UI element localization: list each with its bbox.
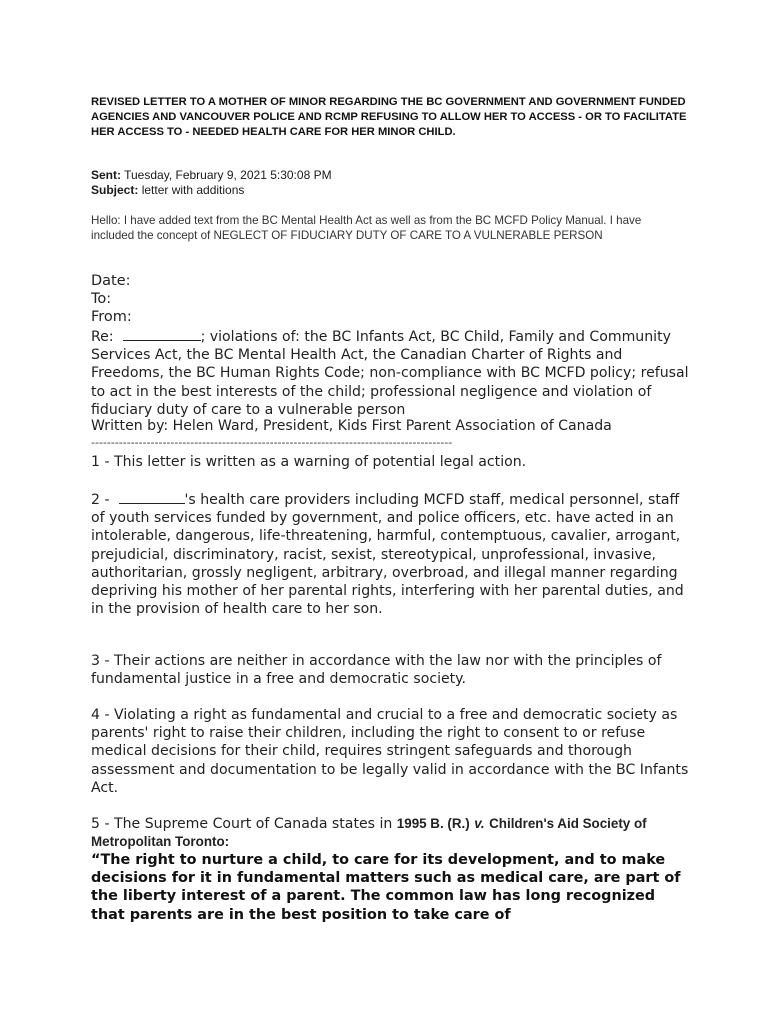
paragraph-3: 3 - Their actions are neither in accordance with the law nor with the principles of fundamental justice in a free and democratic society.: [91, 653, 662, 688]
re-text: ; violations of: the BC Infants Act, BC Child, Family and Community Services Act, the BC Mental Health Act, the Canadian Charter of Rights and Freedoms, the BC Human Rights Code; non-compliance with BC MCFD policy; refusal to act in the best interests of the child; professional negligence and violation of fiduciary duty of care to a vulnerable person: [91, 329, 689, 418]
sent-value: Tuesday, February 9, 2021 5:30:08 PM: [124, 168, 332, 182]
paragraph-1: 1 - This letter is written as a warning of potential legal action.: [91, 454, 527, 470]
sent-line: [91, 168, 332, 183]
written-by: Written by: Helen Ward, President, Kids First Parent Association of Canada: [91, 418, 612, 434]
court-quote: “The right to nurture a child, to care for its development, and to make decisions for it in fundamental matters such as medical care, are part of the liberty interest of a parent. The common law has long recognized that parents are in the best position to take care of: [91, 852, 681, 923]
re-blank: [123, 326, 201, 341]
paragraph-2-number: 2 -: [91, 492, 110, 508]
subject-value: letter with additions: [141, 183, 245, 197]
name-blank: [119, 489, 185, 504]
case-name-part-b: Children's Aid Society of Metropolitan Toronto:: [91, 816, 647, 850]
paragraph-5-intro: 5 - The Supreme Court of Canada states in: [91, 816, 393, 832]
subject-line: [91, 183, 244, 198]
date-field: Date:: [91, 273, 131, 289]
paragraph-5: [91, 815, 691, 851]
case-name-part-a: 1995 B. (R.): [396, 816, 470, 831]
intro-note: Hello: I have added text from the BC Mental Health Act as well as from the BC MCFD Policy Manual. I have included the concept of NEGLECT OF FIDUCIARY DUTY OF CARE TO A VULNERABLE PERSON: [91, 214, 642, 242]
re-label: Re:: [91, 329, 114, 345]
paragraph-2: [91, 489, 691, 618]
paragraph-4: 4 - Violating a right as fundamental and crucial to a free and democratic society as parents' right to raise their children, including the right to consent to or refuse medical decisions for their child, requires stringent safeguards and thorough assessment and documentation to be legally valid in accordance with the BC Infants Act.: [91, 707, 689, 796]
letter-heading: REVISED LETTER TO A MOTHER OF MINOR REGARDING THE BC GOVERNMENT AND GOVERNMENT FUNDED AGENCIES AND VANCOUVER POLICE AND RCMP REFUSING TO ALLOW HER TO ACCESS - OR TO FACILITATE HER ACCESS TO - NEEDED HEALTH CARE FOR HER MINOR CHILD.: [91, 96, 687, 138]
re-field: [91, 326, 691, 419]
to-field: To:: [91, 291, 112, 307]
separator-line: -------------------------------------------------------------------------------------------: [91, 436, 453, 449]
sent-label: Sent:: [91, 168, 121, 182]
from-field: From:: [91, 309, 132, 325]
subject-label: Subject:: [91, 183, 139, 197]
case-versus: v.: [474, 816, 485, 831]
paragraph-2-text: 's health care providers including MCFD staff, medical personnel, staff of youth services funded by government, and police officers, etc. have acted in an intolerable, dangerous, life-threatening, harmful, contemptuous, cavalier, arrogant, prejudicial, discriminatory, racist, sexist, stereotypical, unprofessional, invasive, authoritarian, grossly negligent, arbitrary, overbroad, and illegal manner regarding depriving his mother of her parental rights, interfering with her parental duties, and in the provision of health care to her son.: [91, 492, 684, 618]
